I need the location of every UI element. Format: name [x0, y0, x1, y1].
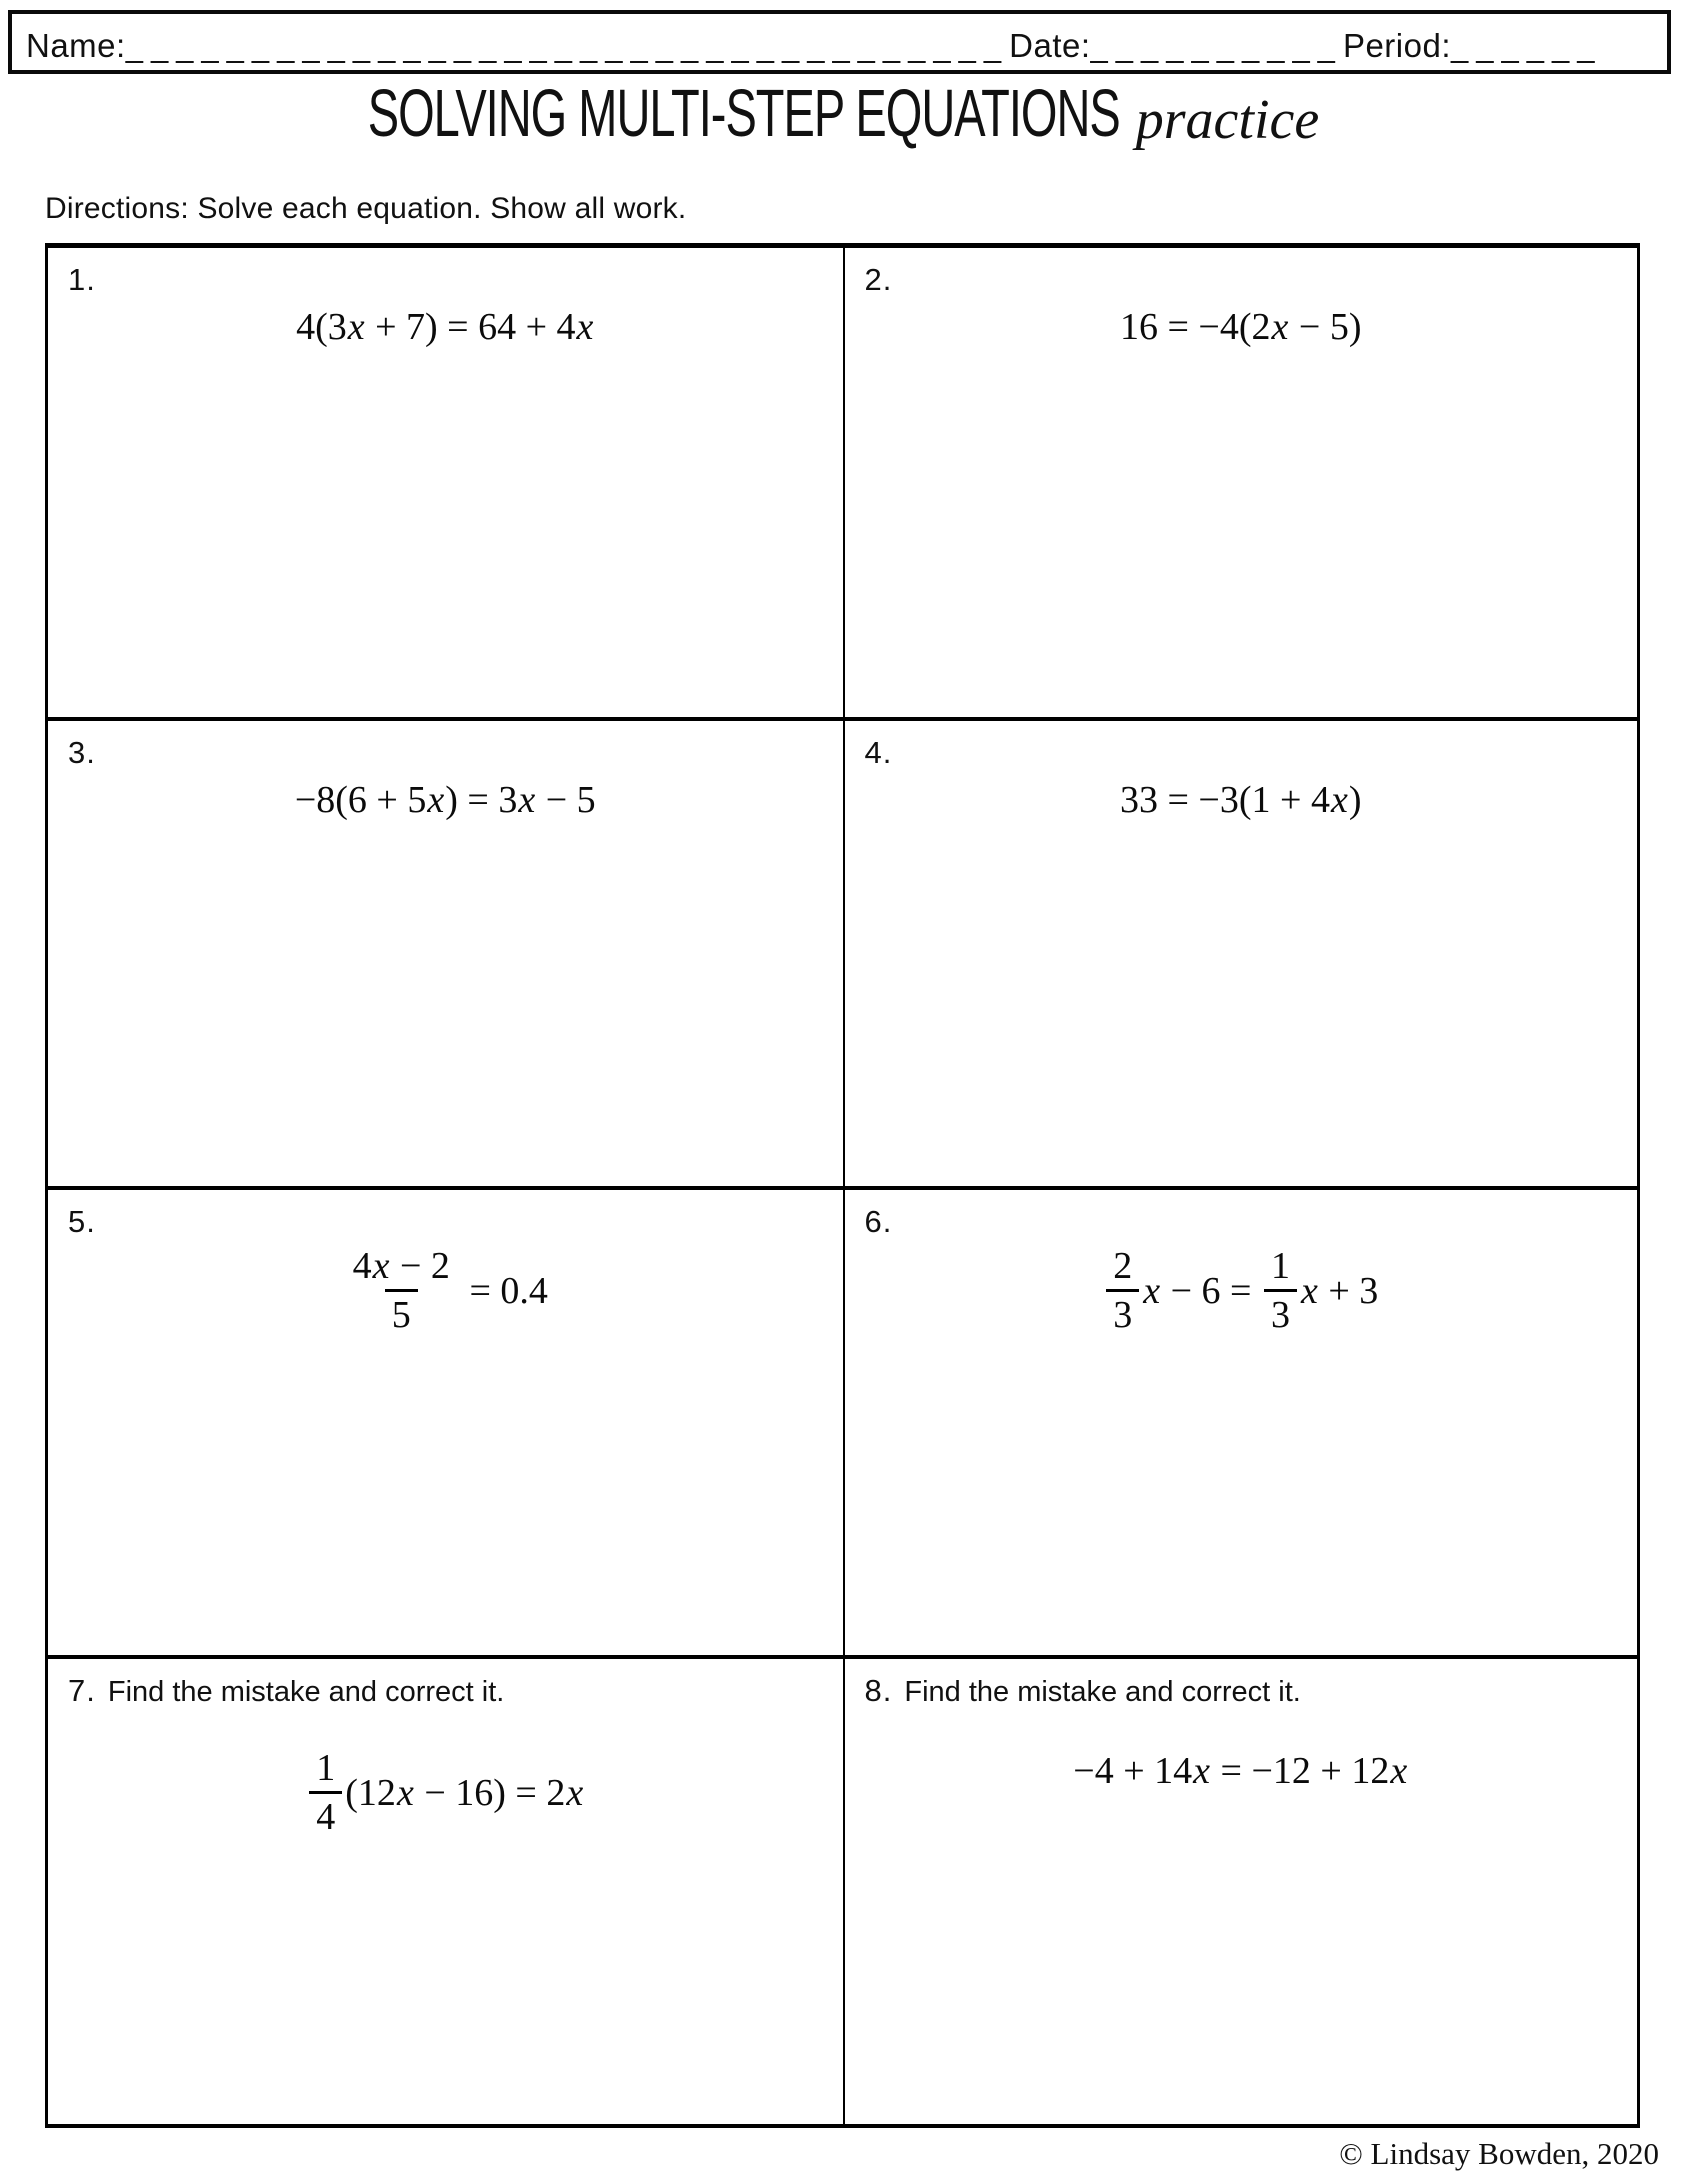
equation-1 — [68, 302, 823, 352]
variable-x: x — [1300, 1269, 1318, 1312]
equation-text: x + 3 — [1300, 1269, 1379, 1312]
fraction-numerator: 1 — [1270, 1245, 1290, 1287]
problem-cell-5 — [48, 1186, 843, 1655]
problem-prompt: Find the mistake and correct it. — [904, 1676, 1301, 1708]
variable-x: x — [518, 779, 536, 821]
variable-x: x — [1390, 1750, 1408, 1792]
equation-4 — [865, 775, 1618, 825]
copyright-text: © Lindsay Bowden, 2020 — [1339, 2136, 1659, 2171]
problem-prompt: Find the mistake and correct it. — [107, 1676, 505, 1708]
equation-text: (12x − 16) = 2x — [345, 1771, 584, 1814]
variable-x: x — [347, 306, 365, 348]
equation-text: x − 6 = — [1143, 1269, 1261, 1312]
problem-cell-4 — [843, 717, 1638, 1186]
directions-text: Directions: Solve each equation. Show all work. — [45, 192, 687, 225]
student-info-box — [8, 10, 1671, 74]
page-title — [0, 74, 1687, 151]
problem-number: 4. — [864, 735, 893, 770]
problem-head — [68, 260, 823, 300]
problem-number: 2. — [864, 262, 893, 297]
variable-x: x — [1330, 779, 1348, 821]
variable-x: x — [396, 1771, 414, 1814]
equation-5 — [68, 1244, 823, 1337]
problem-head — [865, 1202, 1618, 1242]
fraction-denominator: 3 — [1264, 1289, 1297, 1337]
variable-x: x — [576, 306, 594, 348]
problem-cell-3 — [48, 717, 843, 1186]
fraction-numerator: 2 — [1113, 1245, 1133, 1287]
problem-head — [865, 260, 1618, 300]
problem-head — [68, 1671, 823, 1712]
equation-text: 33 = −3(1 + 4x) — [1120, 779, 1362, 821]
fraction-denominator: 5 — [385, 1289, 418, 1337]
problem-cell-8 — [843, 1655, 1638, 2124]
problem-cell-2 — [843, 248, 1638, 717]
fraction-denominator: 3 — [1106, 1289, 1139, 1337]
equation-text: = 0.4 — [459, 1269, 548, 1312]
problem-head — [68, 1202, 823, 1242]
problem-cell-6 — [843, 1186, 1638, 1655]
problem-head — [865, 733, 1618, 773]
equation-text: 16 = −4(2x − 5) — [1120, 306, 1362, 348]
fraction — [1264, 1244, 1297, 1337]
fraction — [309, 1746, 342, 1839]
problem-head — [68, 733, 823, 773]
equation-6 — [865, 1244, 1618, 1337]
variable-x: x — [566, 1771, 584, 1814]
page-title-main: SOLVING MULTI-STEP EQUATIONS — [367, 74, 1120, 151]
equation-3 — [68, 775, 823, 825]
page-title-script: practice — [1135, 89, 1320, 151]
fraction — [1106, 1244, 1139, 1337]
fraction — [346, 1244, 457, 1337]
variable-x: x — [427, 779, 445, 821]
equation-7 — [68, 1746, 823, 1839]
fraction-numerator: 4x − 2 — [352, 1245, 450, 1287]
problem-cell-7 — [48, 1655, 843, 2124]
variable-x: x — [372, 1245, 390, 1287]
name-label: Name: — [26, 27, 126, 64]
fraction-numerator: 1 — [316, 1747, 336, 1789]
equation-text: 4(3x + 7) = 64 + 4x — [296, 306, 594, 348]
problem-number: 5. — [68, 1204, 96, 1239]
problem-number: 8. — [864, 1673, 893, 1708]
variable-x: x — [1143, 1269, 1161, 1312]
name-blank-line: ___________________________________ — [125, 29, 1010, 64]
variable-x: x — [1271, 306, 1289, 348]
date-blank-line: __________ — [1090, 29, 1343, 64]
problem-number: 1. — [68, 262, 96, 297]
period-label: Period: — [1342, 27, 1451, 64]
fraction-denominator: 4 — [309, 1791, 342, 1839]
period-blank-line: ______ — [1451, 29, 1603, 64]
equation-text: −8(6 + 5x) = 3x − 5 — [294, 779, 596, 821]
equation-text: −4 + 14x = −12 + 12x — [1073, 1750, 1408, 1792]
problem-cell-1 — [48, 248, 843, 717]
equation-8 — [865, 1746, 1618, 1796]
problem-head — [865, 1671, 1618, 1712]
variable-x: x — [1193, 1750, 1211, 1792]
problem-number: 7. — [68, 1673, 96, 1708]
equation-2 — [865, 302, 1618, 352]
problems-grid — [45, 243, 1640, 2128]
problem-number: 6. — [864, 1204, 893, 1239]
date-label: Date: — [1009, 27, 1091, 64]
problem-number: 3. — [68, 735, 96, 770]
